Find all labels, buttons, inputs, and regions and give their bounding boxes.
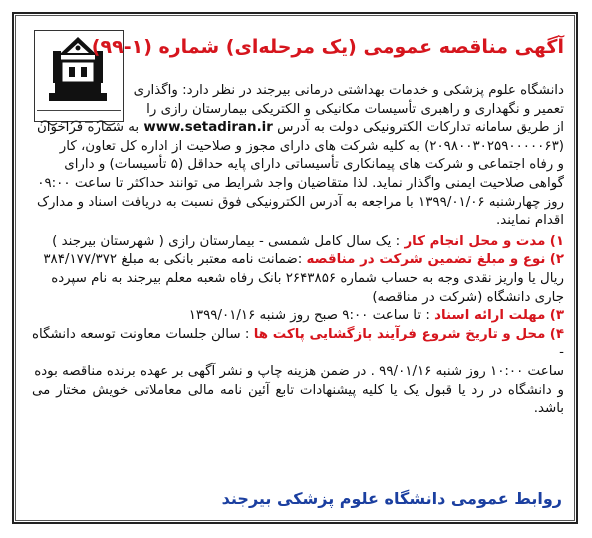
intro-line <box>32 119 564 138</box>
intro-tail-text: به شماره فراخوان <box>36 120 140 136</box>
term-line <box>32 251 564 270</box>
intro-line: و رفاه اجتماعی و شرکت های پیمانکاری تأسیساتی دارای پایه حداقل (۵ تأسیسات) و دارای <box>64 157 564 173</box>
term-item-deadline <box>32 307 564 326</box>
term-line: جاری دانشگاه (شرکت در مناقصه) <box>372 289 564 305</box>
intro-line: گواهی صلاحیت ایمنی واگذار نماید. لذا متقاضیان واجد شرایط می توانند حداکثر تا ساعت ۰۹:۰۰ <box>37 175 564 191</box>
term-line: ریال یا واریز نقدی وجه به حساب شماره ۲۶۴۳۸۵۶ بانک رفاه شعبه معلم بیرجند به نام سپرده <box>51 270 564 286</box>
page-title: آگهی مناقصه عمومی (یک مرحله‌ای) شماره (۱-۹۹) <box>91 36 564 58</box>
intro-line: دانشگاه علوم پزشکی و خدمات بهداشتی درمانی بیرجند در نظر دارد: واگذاری <box>133 83 564 98</box>
term-number: ۳) <box>549 308 564 324</box>
term-item-duration <box>32 233 564 252</box>
terms-list <box>32 233 564 419</box>
term-line: ساعت ۱۰:۰۰ روز شنبه ۹۹/۰۱/۱۶ . در ضمن هزینه چاپ و نشر آگهی بر عهده برنده مناقصه بوده <box>34 363 564 379</box>
term-line <box>32 326 564 363</box>
website-link[interactable]: www.setadiran.ir <box>143 120 273 136</box>
intro-line: (۲۰۹۸۰۰۳۰۲۵۹۰۰۰۰۰۶۳) به کلیه شرکت های دارای مجوز و صلاحیت از اداره کل تعاون، کار <box>59 138 564 154</box>
term-text: : یک سال کامل شمسی - بیمارستان رازی ( شهرستان بیرجند ) <box>52 233 401 249</box>
term-line <box>32 233 564 252</box>
term-item-guarantee <box>32 251 564 307</box>
term-line: و دانشگاه در رد یا قبول یک یا کلیه پیشنهادات تابع آئین نامه مالی معاملاتی خویش مختار می باشد. <box>32 382 564 417</box>
intro-line: تعمیر و نگهداری و راهبری تأسیسات مکانیکی و الکتریکی بیمارستان رازی را <box>146 101 564 117</box>
intro-line: روز چهارشنبه ۱۳۹۹/۰۱/۰۶ با مراجعه به آدرس الکترونیکی فوق نسبت به دریافت اسناد و مدارک <box>37 194 564 210</box>
term-item-opening <box>32 326 564 419</box>
term-text: : سالن جلسات معاونت توسعه دانشگاه - <box>32 326 564 361</box>
term-number: ۴) <box>549 326 564 342</box>
intro-line-text: از طریق سامانه تدارکات الکترونیکی دولت به آدرس <box>277 120 564 136</box>
term-number: ۱) <box>549 233 564 249</box>
term-label: محل و تاریخ شروع فرآیند بازگشایی پاکت ها <box>253 326 546 342</box>
announcement-body <box>32 82 564 419</box>
intro-paragraph <box>32 82 564 231</box>
footer-signature: روابط عمومی دانشگاه علوم پزشکی بیرجند <box>221 489 562 508</box>
intro-line: اقدام نمایند. <box>495 213 564 229</box>
term-label: مدت و محل انجام کار <box>404 233 546 249</box>
term-label: مهلت ارائه اسناد <box>434 308 546 324</box>
term-number: ۲) <box>549 252 564 268</box>
term-text: : تا ساعت ۹:۰۰ صبح روز شنبه ۱۳۹۹/۰۱/۱۶ <box>188 308 430 324</box>
term-text: :ضمانت نامه معتبر بانکی به مبلغ ۳۸۴/۱۷۷/۳۷۲ <box>43 252 303 268</box>
term-label: نوع و مبلغ تضمین شرکت در مناقصه <box>306 252 546 268</box>
term-line <box>32 307 564 326</box>
